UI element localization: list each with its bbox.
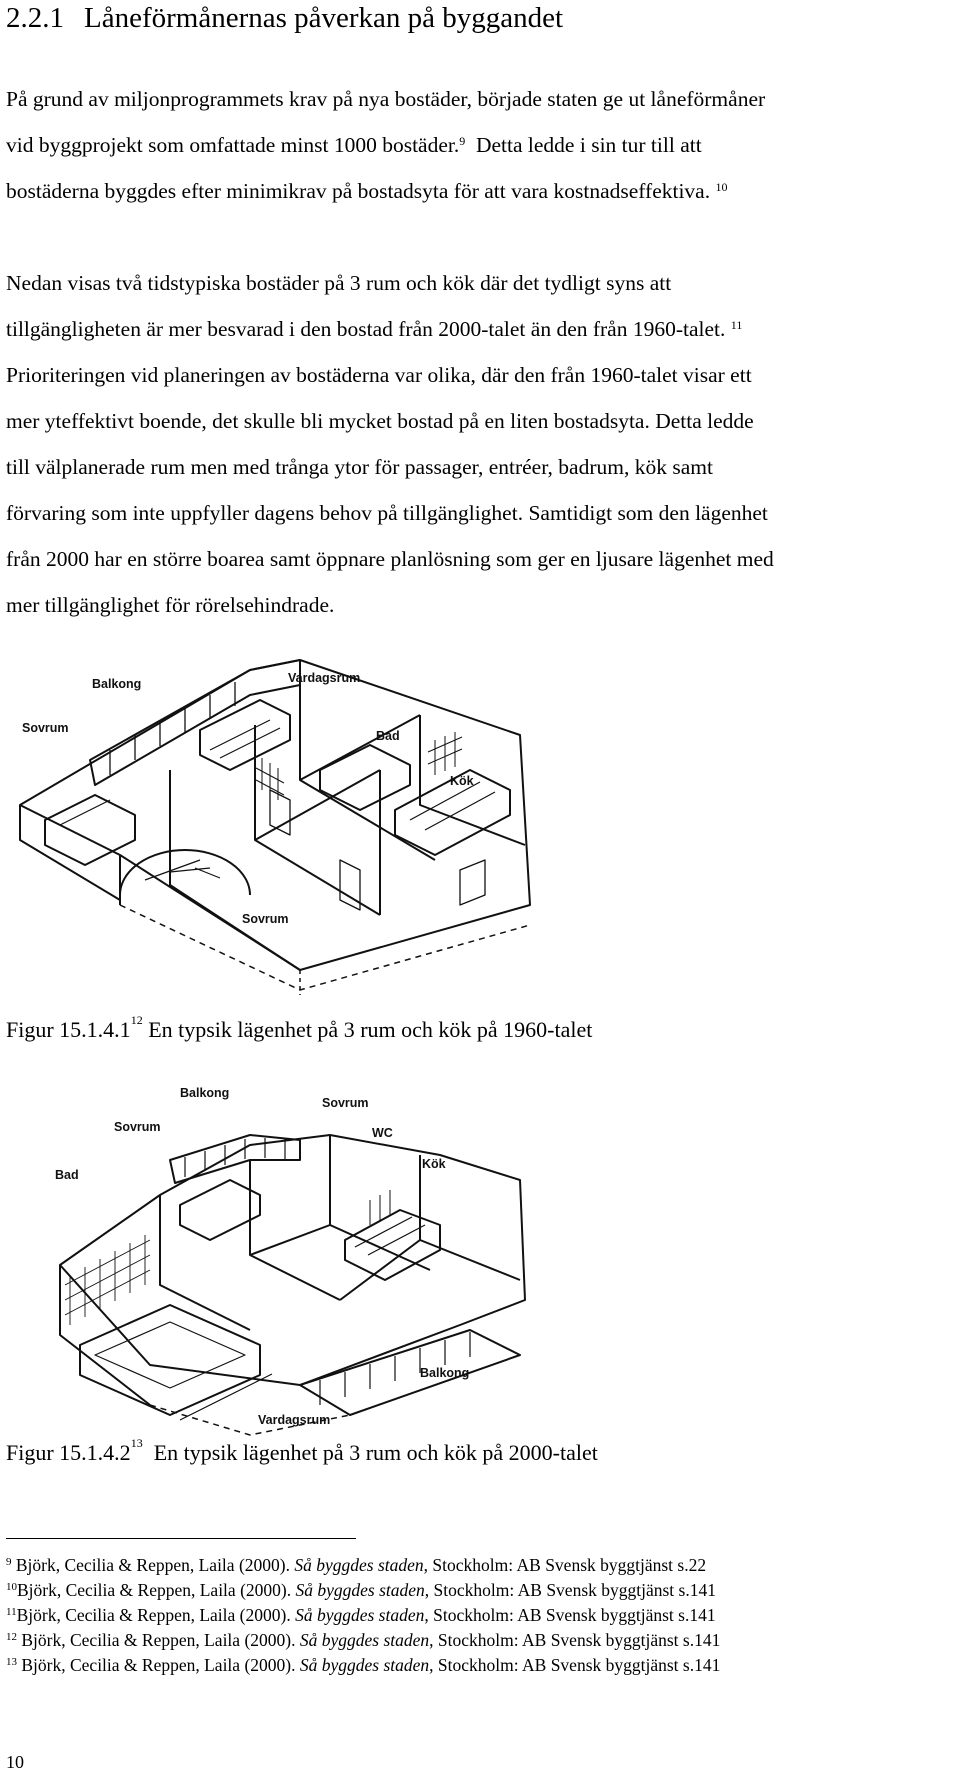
label-sovrum: Sovrum (22, 721, 69, 735)
footnote (6, 1553, 720, 1578)
footnote-authors: Björk, Cecilia & Reppen, Laila (2000). (17, 1630, 300, 1650)
label-balkong: Balkong (92, 677, 142, 691)
text-run: Detta ledde i sin tur till att (465, 133, 702, 157)
paragraph-line: mer yteffektivt boende, det skulle bli mycket bostad på en liten bostadsyta. Detta ledde (6, 409, 754, 433)
label-wc: WC (372, 1126, 393, 1140)
label-vardagsrum: Vardagsrum (288, 671, 361, 685)
label-sovrum: Sovrum (114, 1120, 161, 1134)
footnote-title: Så byggdes staden (295, 1580, 425, 1600)
footnote-number: 9 (6, 1556, 12, 1568)
paragraph-line: På grund av miljonprogrammets krav på nya bostäder, började staten ge ut låneförmåner (6, 87, 766, 111)
text-run: vid byggprojekt som omfattade minst 1000 bostäder. (6, 133, 460, 157)
footnote-publisher: , Stockholm: AB Svensk byggtjänst s.141 (424, 1580, 716, 1600)
paragraph-line (6, 122, 956, 168)
label-sovrum: Sovrum (242, 912, 289, 926)
footnote (6, 1578, 720, 1603)
label-sovrum: Sovrum (322, 1096, 369, 1110)
paragraph-line: mer tillgänglighet för rörelsehindrade. (6, 593, 335, 617)
section-number: 2.2.1 (6, 2, 64, 34)
footnote-publisher: , Stockholm: AB Svensk byggtjänst s.141 (429, 1630, 721, 1650)
figure-caption-2 (6, 1436, 598, 1466)
isometric-floorplan-2000 (0, 1075, 960, 1440)
caption-text: En typsik lägenhet på 3 rum och kök på 1960-talet (142, 1017, 593, 1042)
footnote-ref[interactable]: 10 (715, 180, 728, 194)
footnote-publisher: , Stockholm: AB Svensk byggtjänst s.141 (424, 1605, 716, 1625)
footnote-ref[interactable]: 13 (130, 1436, 143, 1450)
label-balkong: Balkong (420, 1366, 470, 1380)
footnote-number: 10 (6, 1581, 17, 1593)
footnote-title: Så byggdes staden (299, 1655, 430, 1675)
footnote-title: Så byggdes staden (299, 1630, 430, 1650)
isometric-floorplan-1960 (0, 640, 960, 1000)
footnote-title: Så byggdes staden (294, 1555, 424, 1575)
paragraph-line: från 2000 har en större boarea samt öppnare planlösning som ger en ljusare lägenhet med (6, 547, 774, 571)
footnote-number: 13 (6, 1656, 17, 1668)
footnote-authors: Björk, Cecilia & Reppen, Laila (2000). (17, 1580, 296, 1600)
section-title: Låneförmånernas påverkan på byggandet (84, 2, 564, 34)
footnote-authors: Björk, Cecilia & Reppen, Laila (2000). (16, 1605, 296, 1625)
label-kok: Kök (450, 774, 474, 788)
footnote (6, 1603, 720, 1628)
paragraph-line: Prioriteringen vid planeringen av bostäderna var olika, där den från 1960-talet visar ett (6, 363, 752, 387)
footnote-ref[interactable]: 11 (730, 318, 743, 332)
label-vardagsrum: Vardagsrum (258, 1413, 331, 1427)
paragraph-line: Nedan visas två tidstypiska bostäder på 3 rum och kök där det tydligt syns att (6, 271, 672, 295)
footnote-publisher: , Stockholm: AB Svensk byggtjänst s.141 (429, 1655, 721, 1675)
label-kok: Kök (422, 1157, 446, 1171)
footnote-divider (6, 1538, 356, 1539)
label-balkong: Balkong (180, 1086, 230, 1100)
footnote-authors: Björk, Cecilia & Reppen, Laila (2000). (11, 1555, 295, 1575)
text-run: tillgängligheten är mer besvarad i den bostad från 2000-talet än den från 1960-talet. (6, 317, 726, 341)
footnote-number: 11 (6, 1606, 17, 1618)
footnote (6, 1653, 720, 1678)
footnote-ref[interactable]: 9 (459, 134, 466, 148)
paragraph-line (6, 306, 956, 352)
paragraph-line: förvaring som inte uppfyller dagens behov på tillgänglighet. Samtidigt som den lägenhet (6, 501, 768, 525)
footnote-publisher: , Stockholm: AB Svensk byggtjänst s.22 (423, 1555, 707, 1575)
paragraph-2 (6, 260, 956, 628)
section-heading (6, 2, 563, 35)
footnote-ref[interactable]: 12 (130, 1013, 143, 1027)
caption-label: Figur 15.1.4.2 (6, 1440, 131, 1465)
paragraph-1 (6, 76, 956, 214)
figure-2000-apartment (0, 1075, 960, 1445)
footnotes (6, 1553, 720, 1678)
caption-text: En typsik lägenhet på 3 rum och kök på 2000-talet (142, 1440, 598, 1465)
footnote-authors: Björk, Cecilia & Reppen, Laila (2000). (17, 1655, 300, 1675)
footnote (6, 1628, 720, 1653)
figure-1960-apartment (0, 640, 960, 1005)
page-number: 10 (6, 1752, 24, 1772)
caption-label: Figur 15.1.4.1 (6, 1017, 131, 1042)
figure-caption-1 (6, 1013, 593, 1043)
text-run: bostäderna byggdes efter minimikrav på bostadsyta för att vara kostnadseffektiva. (6, 179, 711, 203)
footnote-number: 12 (6, 1631, 17, 1643)
label-bad: Bad (55, 1168, 79, 1182)
paragraph-line (6, 168, 956, 214)
paragraph-line: till välplanerade rum men med trånga ytor för passager, entréer, badrum, kök samt (6, 455, 713, 479)
footnote-title: Så byggdes staden (295, 1605, 425, 1625)
label-bad: Bad (376, 729, 400, 743)
